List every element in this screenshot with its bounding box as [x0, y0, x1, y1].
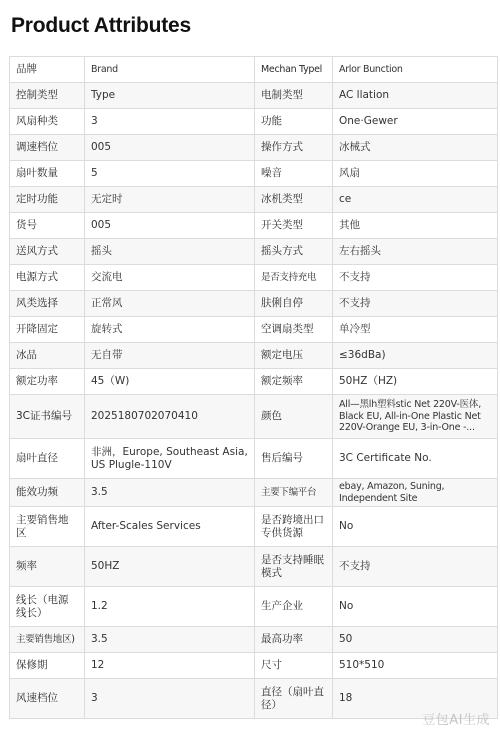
attr-label: 肤俐自停: [255, 291, 333, 317]
attr-value: 50: [333, 627, 498, 653]
attr-label: 冰机类型: [255, 187, 333, 213]
attr-label: 线长（电源线长）: [10, 587, 85, 627]
attr-label: 控制类型: [10, 83, 85, 109]
attr-label: 品牌: [10, 57, 85, 83]
table-row: [10, 343, 498, 369]
attr-label: 扇叶数量: [10, 161, 85, 187]
attr-label: 冰品: [10, 343, 85, 369]
table-row: [10, 627, 498, 653]
attr-label: 空调扇类型: [255, 317, 333, 343]
attr-label: 最高功率: [255, 627, 333, 653]
attr-label: 送风方式: [10, 239, 85, 265]
table-row: [10, 369, 498, 395]
table-row: [10, 317, 498, 343]
attr-value: Brand: [85, 57, 255, 83]
attr-label: 额定频率: [255, 369, 333, 395]
table-row: [10, 213, 498, 239]
attr-value: AC llation: [333, 83, 498, 109]
attr-value: 3: [85, 679, 255, 719]
table-row: [10, 291, 498, 317]
attr-label: 颜色: [255, 395, 333, 439]
attr-value: After-Scales Services: [85, 507, 255, 547]
attr-value: 不支持: [333, 265, 498, 291]
table-row: [10, 83, 498, 109]
attr-value: 3C Certificate No.: [333, 439, 498, 479]
attr-value: 不支持: [333, 291, 498, 317]
attr-label: 主要下编平台: [255, 479, 333, 507]
attr-value: 无自带: [85, 343, 255, 369]
attr-label: 风速档位: [10, 679, 85, 719]
attr-label: 开降固定: [10, 317, 85, 343]
attr-value: 无定时: [85, 187, 255, 213]
table-row: [10, 547, 498, 587]
attr-value: 50HZ（HZ): [333, 369, 498, 395]
table-row: [10, 587, 498, 627]
attr-value: 510*510: [333, 653, 498, 679]
attr-value: 其他: [333, 213, 498, 239]
attr-value: 正常风: [85, 291, 255, 317]
attr-value: 单冷型: [333, 317, 498, 343]
attr-value: 3.5: [85, 479, 255, 507]
attr-label: 频率: [10, 547, 85, 587]
attr-value: 旋转式: [85, 317, 255, 343]
attr-value: 摇头: [85, 239, 255, 265]
table-row: [10, 479, 498, 507]
attr-value: 3: [85, 109, 255, 135]
attr-label: 风扇种类: [10, 109, 85, 135]
attr-value: 风扇: [333, 161, 498, 187]
attr-value: 交流电: [85, 265, 255, 291]
attr-value: Type: [85, 83, 255, 109]
attr-label: 定时功能: [10, 187, 85, 213]
attr-label: 调速档位: [10, 135, 85, 161]
attr-value: 左右摇头: [333, 239, 498, 265]
attr-label: 摇头方式: [255, 239, 333, 265]
attr-label: 风类选择: [10, 291, 85, 317]
attr-value: ebay, Amazon, Suning, Independent Site: [333, 479, 498, 507]
table-row: [10, 135, 498, 161]
attr-label: 售后编号: [255, 439, 333, 479]
attr-value: ≤36dBa): [333, 343, 498, 369]
table-row: [10, 109, 498, 135]
attr-value: 1.2: [85, 587, 255, 627]
attr-label: 操作方式: [255, 135, 333, 161]
attr-label: 3C证书编号: [10, 395, 85, 439]
attr-label: 货号: [10, 213, 85, 239]
attr-label: 功能: [255, 109, 333, 135]
attr-label: 噪音: [255, 161, 333, 187]
attr-value: No: [333, 587, 498, 627]
page-title: Product Attributes: [11, 14, 191, 37]
attr-value: Arlor Bunction: [333, 57, 498, 83]
attributes-table: [9, 56, 498, 719]
table-row: [10, 265, 498, 291]
attr-label: 额定功率: [10, 369, 85, 395]
attr-value: 005: [85, 213, 255, 239]
table-row: [10, 57, 498, 83]
attr-value: No: [333, 507, 498, 547]
attr-value: One·Gewer: [333, 109, 498, 135]
table-row: [10, 161, 498, 187]
table-row: [10, 507, 498, 547]
attr-label: Mechan Typel: [255, 57, 333, 83]
attr-label: 主要销售地区): [10, 627, 85, 653]
attr-label: 能效功频: [10, 479, 85, 507]
attr-value: 50HZ: [85, 547, 255, 587]
attr-value: All—黑lh塑料stic Net 220V-医体, Black EU, All-in-One Plastic Net 220V-Orange EU, 3-in-One -...: [333, 395, 498, 439]
attr-label: 生产企业: [255, 587, 333, 627]
attr-label: 是否跨境出口专供货源: [255, 507, 333, 547]
attr-label: 尺寸: [255, 653, 333, 679]
attr-value: 18: [333, 679, 498, 719]
attr-value: 2025180702070410: [85, 395, 255, 439]
attr-value: 5: [85, 161, 255, 187]
attr-label: 直径（扇叶直径）: [255, 679, 333, 719]
attr-label: 是否支持充电: [255, 265, 333, 291]
attr-label: 电源方式: [10, 265, 85, 291]
table-row: [10, 439, 498, 479]
attr-label: 扇叶直径: [10, 439, 85, 479]
attr-value: 12: [85, 653, 255, 679]
attr-value: 45（W): [85, 369, 255, 395]
watermark: 豆包AI生成: [422, 713, 490, 728]
attr-value: 非洲，Europe, Southeast Asia, US Plugle-110V: [85, 439, 255, 479]
table-row: [10, 187, 498, 213]
attr-value: 3.5: [85, 627, 255, 653]
attr-value: 不支持: [333, 547, 498, 587]
attr-label: 额定电压: [255, 343, 333, 369]
attr-value: 005: [85, 135, 255, 161]
attr-label: 是否支持睡眠模式: [255, 547, 333, 587]
attr-label: 开关类型: [255, 213, 333, 239]
table-row: [10, 239, 498, 265]
table-row: [10, 653, 498, 679]
attr-value: 冰械式: [333, 135, 498, 161]
table-row: [10, 395, 498, 439]
attr-label: 保修期: [10, 653, 85, 679]
attr-label: 主要销售地区: [10, 507, 85, 547]
attr-label: 电制类型: [255, 83, 333, 109]
attr-value: ce: [333, 187, 498, 213]
